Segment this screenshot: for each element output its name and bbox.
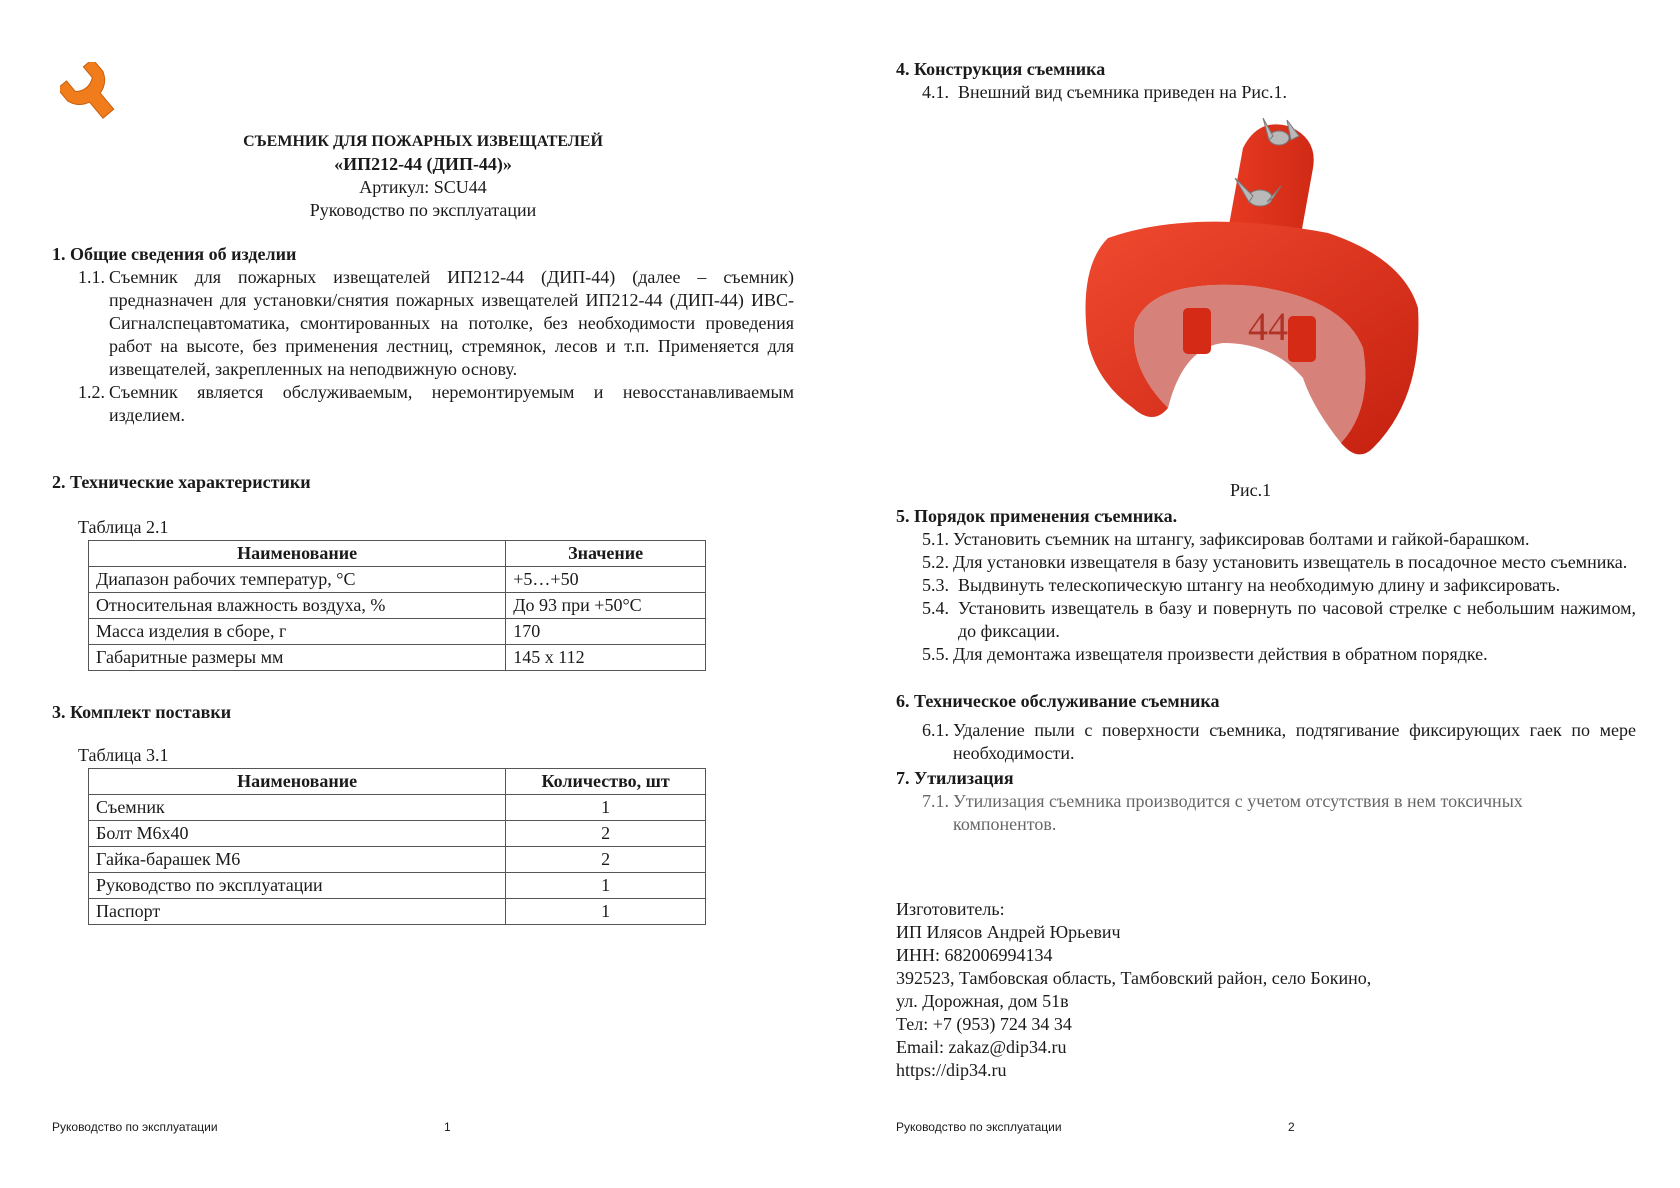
section-7 (896, 767, 1636, 836)
item-number: 5.1. (922, 529, 949, 549)
item-text: Установить извещатель в базу и повернуть по часовой стрелке с небольшим нажимом, до фиксации. (958, 598, 1636, 641)
table-row (89, 645, 706, 671)
item-text: Утилизация съемника производится с учетом отсутствия в нем токсичных компонентов. (953, 791, 1523, 834)
item-number: 5.5. (922, 644, 949, 664)
manufacturer-label: Изготовитель: (896, 899, 1005, 919)
manufacturer-block (896, 898, 1371, 1082)
section-6 (896, 690, 1636, 765)
item-text: Удаление пыли с поверхности съемника, подтягивание фиксирующих гаек по мере необходимости. (953, 720, 1636, 763)
footer-label: Руководство по эксплуатации (896, 1120, 1062, 1134)
table-cell: 170 (506, 619, 706, 645)
list-item (52, 381, 794, 427)
document-title (52, 130, 794, 222)
item-text: Внешний вид съемника приведен на Рис.1. (958, 82, 1288, 102)
table-row (89, 821, 706, 847)
table-cell: Съемник (89, 795, 506, 821)
table-3-1-caption: Таблица 3.1 (78, 745, 169, 765)
list-item (896, 574, 1636, 597)
list-item (896, 719, 1636, 765)
manufacturer-site: https://dip34.ru (896, 1060, 1007, 1080)
section-3-heading: 3. Комплект поставки (52, 702, 232, 722)
table-cell: 2 (506, 821, 706, 847)
title-line-1: СЪЕМНИК ДЛЯ ПОЖАРНЫХ ИЗВЕЩАТЕЛЕЙ (243, 133, 603, 150)
section-2-heading: 2. Технические характеристики (52, 472, 311, 492)
item-text: Для демонтажа извещателя произвести действия в обратном порядке. (953, 644, 1488, 664)
embossed-number: 44 (1248, 304, 1288, 349)
table-cell: +5…+50 (506, 567, 706, 593)
table-cell: До 93 при +50°С (506, 593, 706, 619)
specs-table (88, 540, 706, 671)
item-text: Выдвинуть телескопическую штангу на необходимую длину и зафиксировать. (958, 575, 1561, 595)
section-4 (896, 58, 1636, 104)
table-cell: 2 (506, 847, 706, 873)
column-header: Значение (506, 541, 706, 567)
item-number: 5.3. (922, 575, 949, 595)
list-item (52, 266, 794, 381)
section-5 (896, 505, 1636, 666)
item-text: Для установки извещателя в базу установить извещатель в посадочное место съемника. (953, 552, 1628, 572)
table-row (89, 873, 706, 899)
table-cell: Габаритные размеры мм (89, 645, 506, 671)
section-7-heading: 7. Утилизация (896, 768, 1014, 788)
figure-caption: Рис.1 (1230, 480, 1272, 500)
title-line-2: «ИП212-44 (ДИП-44)» (334, 154, 512, 174)
manufacturer-phone: Тел: +7 (953) 724 34 34 (896, 1014, 1072, 1034)
table-cell: 1 (506, 899, 706, 925)
table-row (89, 847, 706, 873)
section-2 (52, 471, 794, 494)
column-header: Количество, шт (506, 769, 706, 795)
manufacturer-name: ИП Илясов Андрей Юрьевич (896, 922, 1121, 942)
table-cell: 145 х 112 (506, 645, 706, 671)
list-item (896, 551, 1636, 574)
section-1 (52, 243, 794, 427)
table-2-1-caption: Таблица 2.1 (78, 517, 169, 537)
item-number: 1.1. (78, 267, 105, 287)
table-row (89, 619, 706, 645)
list-item (896, 597, 1636, 643)
item-text: Съемник для пожарных извещателей ИП212-44 (ДИП-44) (далее – съемник) предназначен для установки/снятия пожарных извещателей ИП212-44 (ДИП-44) ИВС-Сигналспецавтоматика, смонтированных на потолке, без необходимости проведения работ на высоте, без применения лестниц, стремянок, лесов и т.п. Применяется для извещателей, закрепленных на неподвижную основу. (109, 267, 794, 379)
remover-photo (1073, 108, 1433, 478)
section-5-heading: 5. Порядок применения съемника. (896, 506, 1178, 526)
footer-label: Руководство по эксплуатации (52, 1120, 218, 1134)
column-header: Наименование (89, 769, 506, 795)
table-row (89, 567, 706, 593)
table-row (89, 593, 706, 619)
table-row (89, 899, 706, 925)
column-header: Наименование (89, 541, 506, 567)
manufacturer-address-2: ул. Дорожная, дом 51в (896, 991, 1069, 1011)
table-cell: Масса изделия в сборе, г (89, 619, 506, 645)
manufacturer-email: Email: zakaz@dip34.ru (896, 1037, 1067, 1057)
table-cell: Относительная влажность воздуха, % (89, 593, 506, 619)
table-cell: Паспорт (89, 899, 506, 925)
list-item (896, 643, 1636, 666)
section-6-heading: 6. Техническое обслуживание съемника (896, 691, 1220, 711)
delivery-set-table (88, 768, 706, 925)
section-3 (52, 701, 794, 724)
table-cell: 1 (506, 873, 706, 899)
item-number: 6.1. (922, 720, 949, 740)
section-1-heading: 1. Общие сведения об изделии (52, 244, 297, 264)
page-number: 2 (1288, 1120, 1295, 1134)
page-number: 1 (444, 1120, 451, 1134)
table-cell: Руководство по эксплуатации (89, 873, 506, 899)
item-number: 5.2. (922, 552, 949, 572)
item-number: 1.2. (78, 382, 105, 402)
manufacturer-inn: ИНН: 682006994134 (896, 945, 1053, 965)
company-logo-icon (60, 62, 122, 124)
page-2 (840, 0, 1680, 1188)
item-number: 5.4. (922, 598, 949, 618)
table-cell: Диапазон рабочих температур, °С (89, 567, 506, 593)
item-number: 4.1. (922, 82, 949, 102)
item-text: Установить съемник на штангу, зафиксировав болтами и гайкой-барашком. (953, 529, 1530, 549)
list-item (896, 790, 1636, 836)
table-cell: Болт М6х40 (89, 821, 506, 847)
table-header-row (89, 541, 706, 567)
document-subtitle: Руководство по эксплуатации (309, 200, 537, 220)
item-number: 7.1. (922, 791, 949, 811)
list-item (896, 81, 1636, 104)
section-4-heading: 4. Конструкция съемника (896, 59, 1106, 79)
table-cell: 1 (506, 795, 706, 821)
item-text: Съемник является обслуживаемым, неремонтируемым и невосстанавливаемым изделием. (109, 382, 794, 425)
list-item (896, 528, 1636, 551)
article-number: Артикул: SCU44 (359, 177, 487, 197)
manufacturer-address-1: 392523, Тамбовская область, Тамбовский район, село Бокино, (896, 968, 1372, 988)
table-header-row (89, 769, 706, 795)
table-cell: Гайка-барашек М6 (89, 847, 506, 873)
table-row (89, 795, 706, 821)
